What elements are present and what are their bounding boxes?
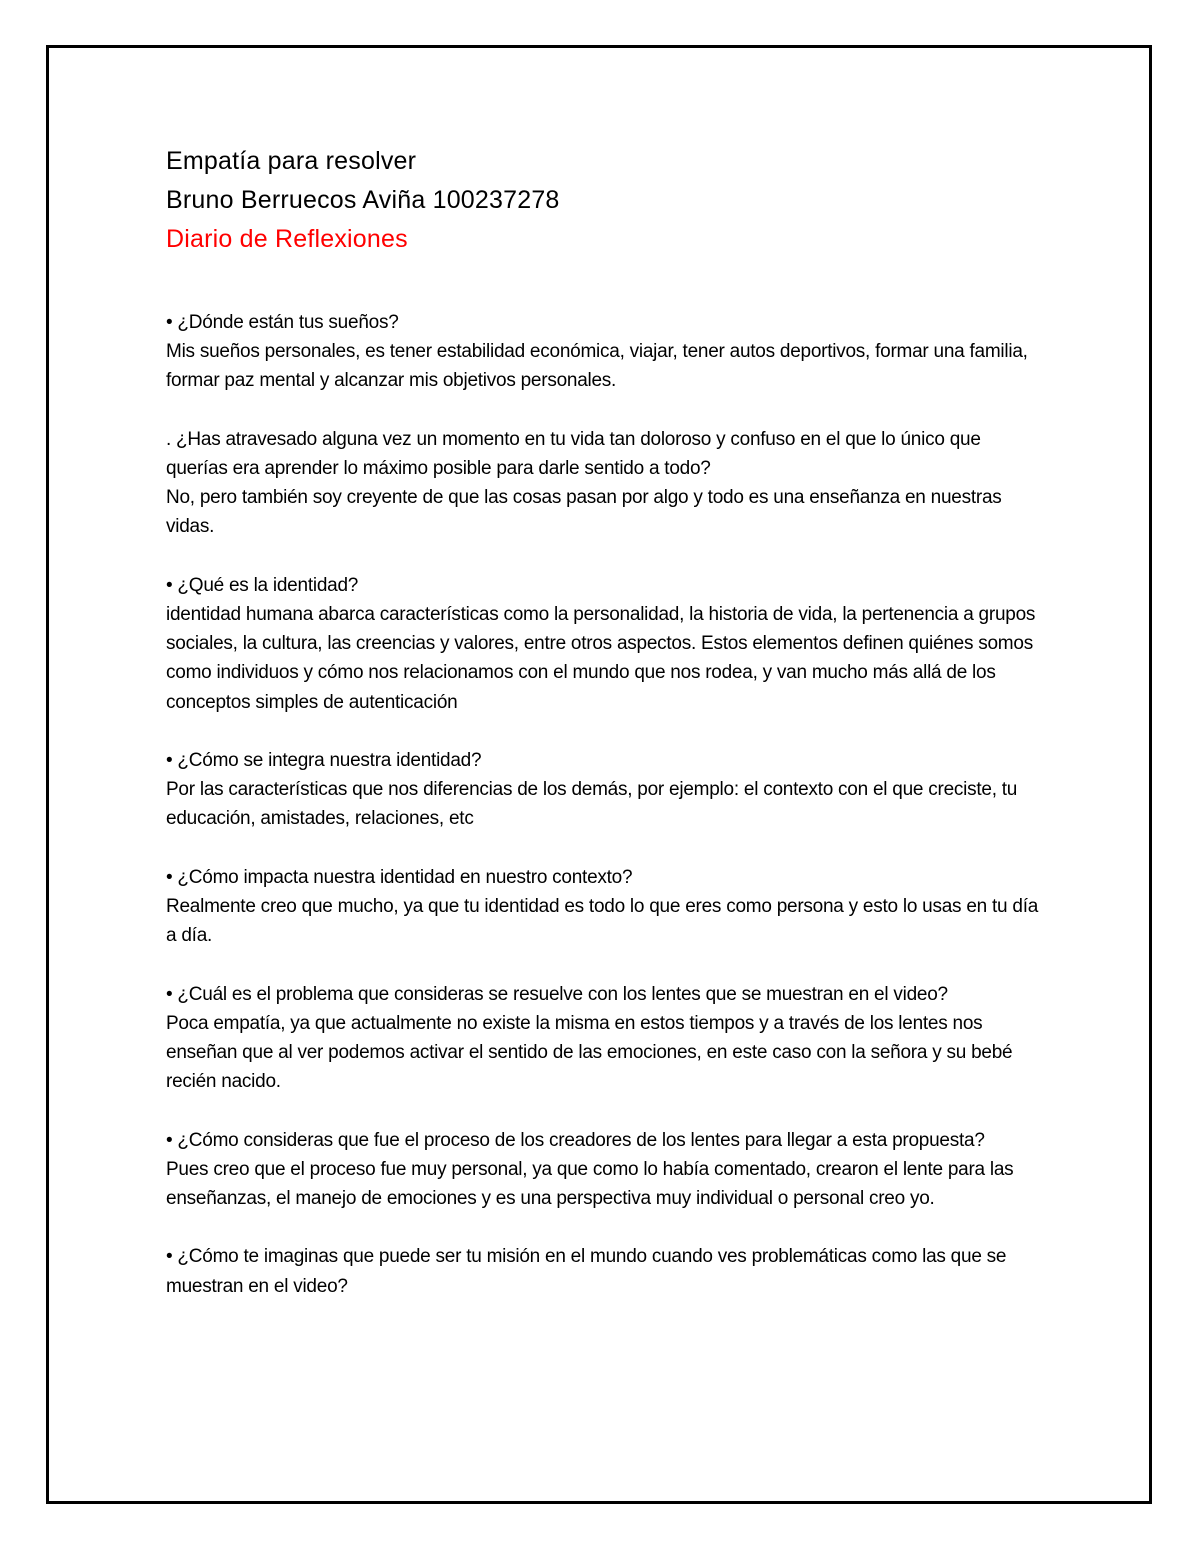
question: • ¿Cómo se integra nuestra identidad? bbox=[166, 750, 482, 771]
qa-item-creators-process bbox=[166, 1126, 1046, 1214]
qa-item-lenses-problem bbox=[166, 980, 1046, 1097]
qa-list bbox=[166, 308, 1046, 1301]
answer: Poca empatía, ya que actualmente no existe la misma en estos tiempos y a través de los lentes nos enseñan que al ver podemos activar el sentido de las emociones, en este caso con la señora y su bebé recién nacido. bbox=[166, 1012, 1013, 1093]
qa-item-identity-impact bbox=[166, 863, 1046, 951]
qa-item-mission bbox=[166, 1242, 1046, 1300]
qa-item-painful-moment bbox=[166, 425, 1046, 542]
question: • ¿Cómo impacta nuestra identidad en nuestro contexto? bbox=[166, 866, 633, 888]
qa-item-identity bbox=[166, 571, 1046, 717]
question: • ¿Qué es la identidad? bbox=[166, 574, 359, 596]
question: . ¿Has atravesado alguna vez un momento en tu vida tan doloroso y confuso en el que lo único que querías era aprender lo máximo posible para darle sentido a todo? bbox=[166, 428, 981, 479]
qa-item-dreams bbox=[166, 308, 1046, 396]
question: • ¿Cómo te imaginas que puede ser tu misión en el mundo cuando ves problemáticas como las que se muestran en el video? bbox=[166, 1246, 1007, 1297]
question: • ¿Dónde están tus sueños? bbox=[166, 312, 399, 333]
document-title: Empatía para resolver bbox=[166, 147, 417, 175]
answer: Mis sueños personales, es tener estabilidad económica, viajar, tener autos deportivos, formar una familia, formar paz mental y alcanzar mis objetivos personales. bbox=[166, 341, 1028, 392]
answer: Realmente creo que mucho, ya que tu identidad es todo lo que eres como persona y esto lo usas en tu día a día. bbox=[166, 896, 1039, 947]
answer: No, pero también soy creyente de que las cosas pasan por algo y todo es una enseñanza en nuestras vidas. bbox=[166, 487, 1002, 538]
document-subtitle: Diario de Reflexiones bbox=[166, 225, 408, 253]
qa-item-identity-integration bbox=[166, 746, 1046, 834]
answer: identidad humana abarca características como la personalidad, la historia de vida, la pertenencia a grupos sociales, la cultura, las creencias y valores, entre otros aspectos. Estos elementos definen quiénes somos como individuos y cómo nos relacionamos con el mundo que nos rodea, y van mucho más allá de los conceptos simples de autenticación bbox=[166, 604, 1036, 713]
question: • ¿Cómo consideras que fue el proceso de los creadores de los lentes para llegar a esta propuesta? bbox=[166, 1129, 985, 1151]
author-line: Bruno Berruecos Aviña 100237278 bbox=[166, 186, 560, 214]
answer: Pues creo que el proceso fue muy personal, ya que como lo había comentado, crearon el lente para las enseñanzas, el manejo de emociones y es una perspectiva muy individual o personal creo yo. bbox=[166, 1158, 1014, 1209]
answer: Por las características que nos diferencias de los demás, por ejemplo: el contexto con el que creciste, tu educación, amistades, relaciones, etc bbox=[166, 779, 1018, 830]
question: • ¿Cuál es el problema que consideras se resuelve con los lentes que se muestran en el video? bbox=[166, 983, 948, 1005]
document-body bbox=[166, 142, 1046, 1330]
